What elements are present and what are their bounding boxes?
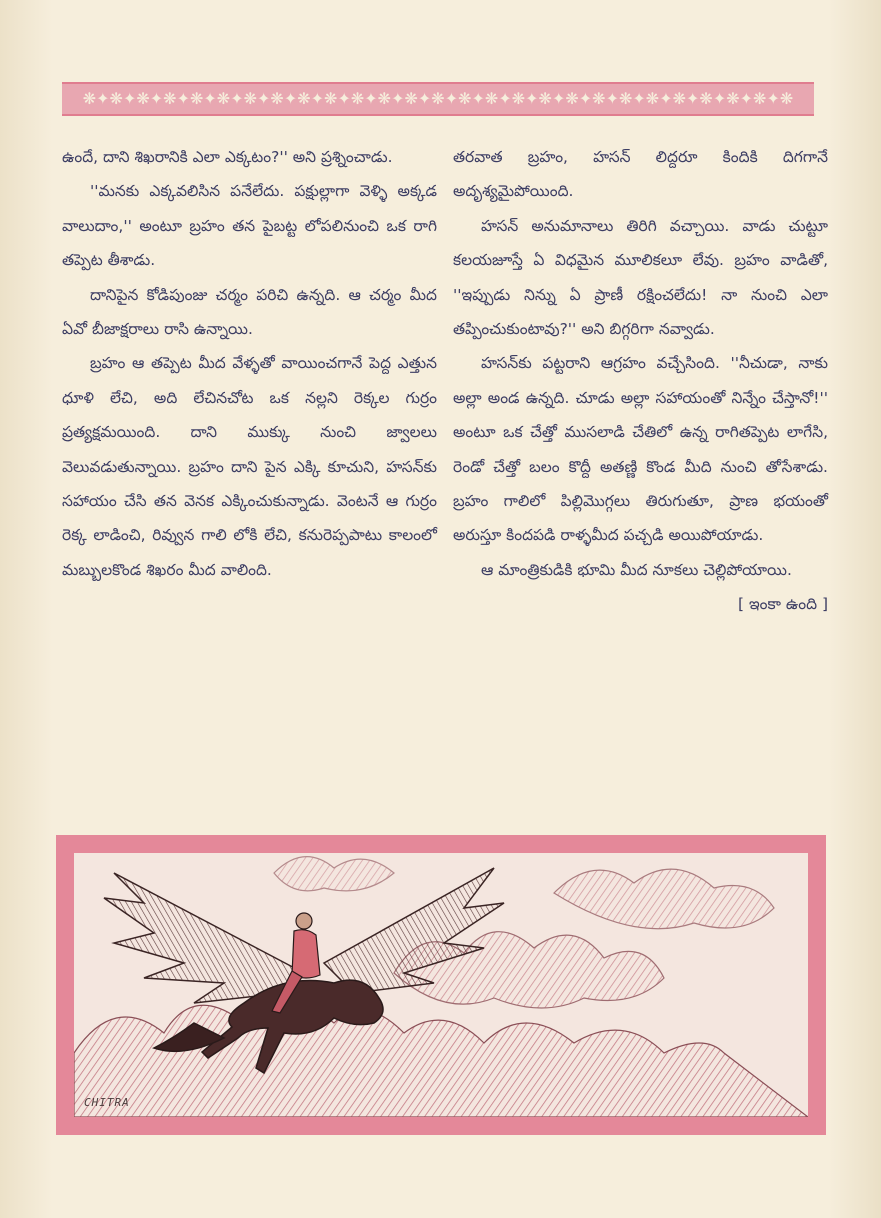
left-paragraph-3: దానిపైన కోడిపుంజు చర్మం పరిచి ఉన్నది. ఆ చర్మం మీద ఏవో బీజాక్షరాలు రాసి ఉన్నాయి. <box>62 285 437 339</box>
right-paragraph-4: ఆ మాంత్రికుడికి భూమి మీద నూకలు చెల్లిపోయాయి. <box>481 560 792 579</box>
continued-row <box>453 587 828 621</box>
left-paragraph-1: ఉందే, దాని శిఖరానికి ఎలా ఎక్కటం?'' అని ప్రశ్నించాడు. <box>62 148 393 166</box>
illustration <box>74 853 808 1117</box>
right-paragraph-2: హసన్ అనుమానాలు తిరిగి వచ్చాయి. వాడు చుట్టూ కలయజూస్తే ఏ విధమైన మూలికలూ లేవు. బ్రహం వాడితో, ''ఇప్పుడు నిన్ను ఏ ప్రాణీ రక్షించలేదు! నా నుంచి ఎలా తప్పించుకుంటావు?'' అని బిగ్గరిగా నవ్వాడు. <box>453 216 828 339</box>
flying-horse-illustration <box>74 853 808 1117</box>
left-paragraph-4: బ్రహం ఆ తప్పెట మీద వేళ్ళతో వాయించగానే పెద్ద ఎత్తున ధూళి లేచి, అది లేచినచోట ఒక నల్లని రెక్కల గుర్రం ప్రత్యక్షమయింది. దాని ముక్కు నుంచి జ్వాలలు వెలువడుతున్నాయి. బ్రహం దాని పైన ఎక్కి కూచుని, హసన్‌కు సహాయం చేసి తన వెనక ఎక్కించుకున్నాడు. వెంటనే ఆ గుర్రం రెక్క లాడించి, రివ్వున గాలి లోకి లేచి, కనురెప్పపాటు కాలంలో మబ్బులకొండ శిఖరం మీద వాలింది. <box>62 354 437 579</box>
right-column <box>453 140 828 622</box>
right-paragraph-1: తరవాత బ్రహం, హసన్ లిద్దరూ కిందికి దిగగానే అదృశ్యమైపోయింది. <box>453 148 828 201</box>
left-column <box>62 140 437 587</box>
right-paragraph-3: హసన్‌కు పట్టరాని ఆగ్రహం వచ్చేసింది. ''నీచుడా, నాకు అల్లా అండ ఉన్నది. చూడు అల్లా సహాయంతో నిన్నేం చేస్తానో!'' అంటూ ఒక చేత్తో ముసలాడి చేతిలో ఉన్న రాగితప్పెట లాగేసి, రెండో చేత్తో బలం కొద్దీ అతణ్ణి కొండ మీది నుంచి తోసేశాడు. బ్రహం గాలిలో పిల్లిమొగ్గలు తిరుగుతూ, ప్రాణ భయంతో అరుస్తూ కిందపడి రాళ్ళమీద పచ్చడి అయిపోయాడు. <box>453 354 828 545</box>
border-ornament: ❋✦❋✦❋✦❋✦❋✦❋✦❋✦❋✦❋✦❋✦❋✦❋✦❋✦❋✦❋✦❋✦❋✦❋✦❋✦❋✦❋✦❋✦❋✦❋✦❋✦❋✦❋ <box>82 89 794 108</box>
cloud-shapes <box>74 857 808 1117</box>
closing-line <box>453 553 828 587</box>
decorative-border <box>62 82 814 116</box>
continued-tag: [ ఇంకా ఉంది ] <box>737 595 828 614</box>
illustration-frame <box>56 835 826 1135</box>
artist-signature: CHITRA <box>84 1096 130 1109</box>
left-paragraph-2: ''మనకు ఎక్కవలిసిన పనేలేదు. పక్షుల్లాగా వెళ్ళి అక్కడ వాలుదాం,'' అంటూ బ్రహం తన పైబట్ట లోపలినుంచి ఒక రాగి తప్పెట తీశాడు. <box>62 182 437 270</box>
